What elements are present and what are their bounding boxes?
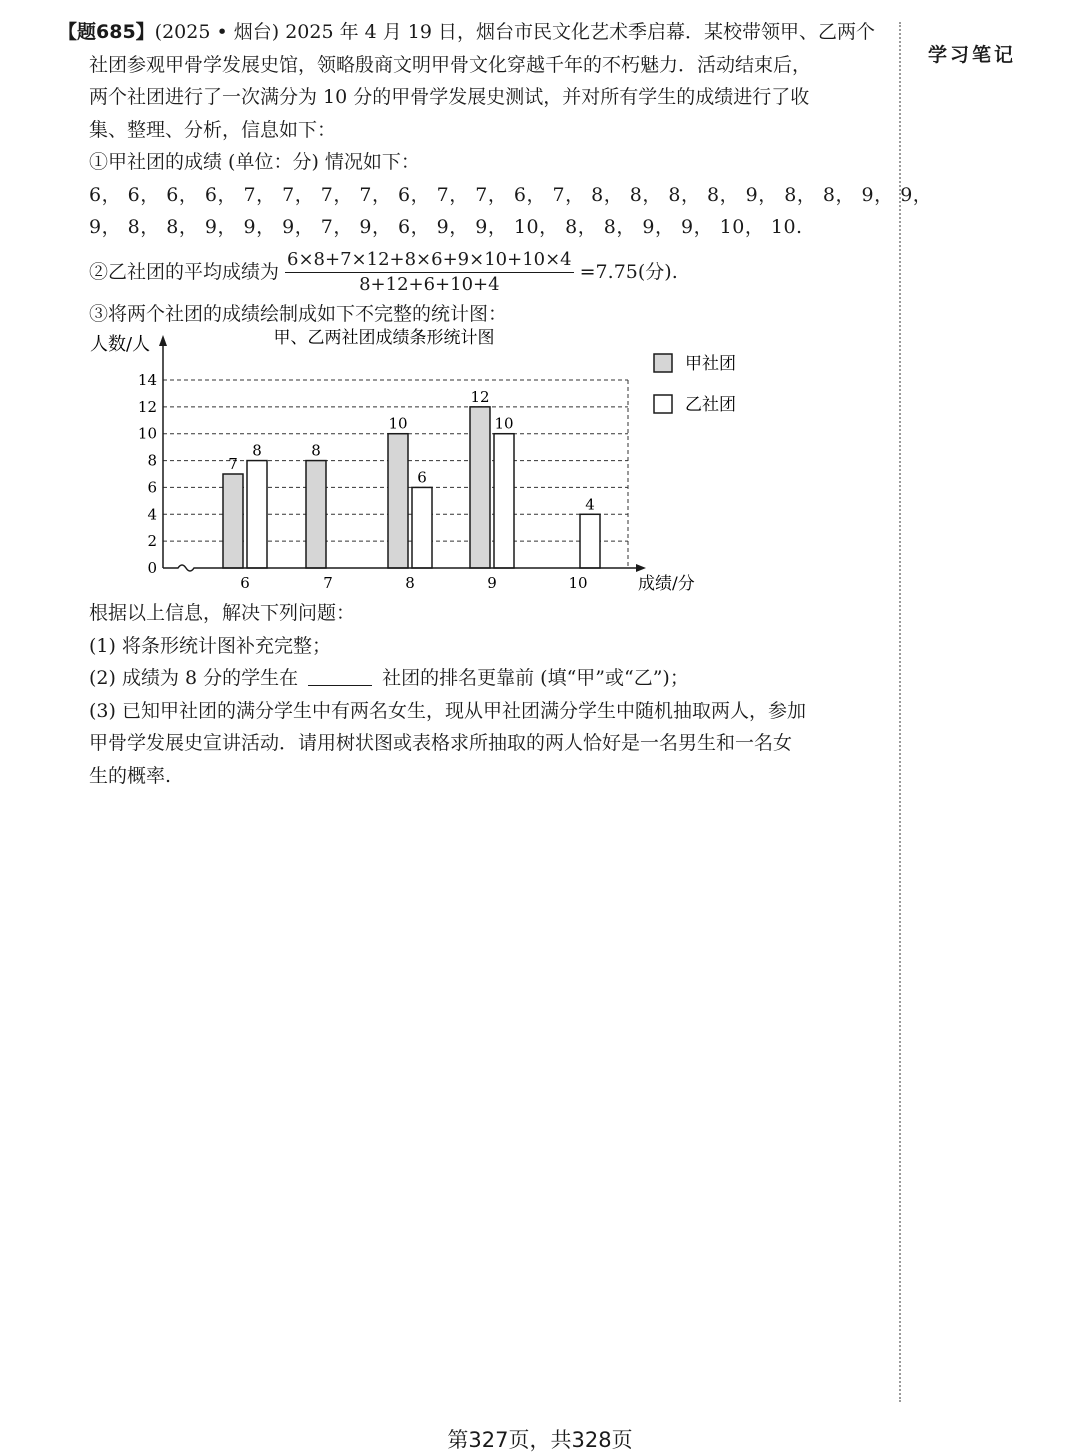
chart-tick-labels bbox=[138, 371, 588, 592]
y-axis-label: 人数/人 bbox=[90, 334, 151, 355]
legend-label: 乙社团 bbox=[685, 395, 736, 415]
intro-line-3: 两个社团进行了一次满分为 10 分的甲骨学发展史测试，并对所有学生的成绩进行了收 bbox=[89, 86, 810, 108]
data-label: 8 bbox=[311, 441, 321, 460]
data-label: 10 bbox=[494, 414, 514, 433]
questions-section bbox=[58, 597, 888, 792]
fraction-denominator: 8+12+6+10+4 bbox=[359, 274, 500, 295]
sub-question-3-line-2: 甲骨学发展史宣讲活动．请用树状图或表格求所抽取的两人恰好是一名男生和一名女 bbox=[89, 732, 793, 754]
intro-line-2: 社团参观甲骨学发展史馆，领略殷商文明甲骨文化穿越千年的不朽魅力．活动结束后， bbox=[89, 53, 812, 76]
y-tick-label: 4 bbox=[147, 505, 157, 524]
margin-divider bbox=[899, 22, 901, 1402]
y-tick-label: 10 bbox=[137, 424, 157, 443]
y-tick-label: 12 bbox=[137, 397, 157, 416]
bar-chart bbox=[0, 0, 933, 600]
answer-blank[interactable] bbox=[308, 665, 372, 686]
chart-legend bbox=[654, 354, 736, 415]
item-1-scores-line-2: 9， 8， 8， 9， 9， 9， 7， 9， 6， 9， 9， 10， 8， 8， 9， 9， 10， 10. bbox=[89, 216, 803, 238]
y-tick-label: 6 bbox=[147, 478, 157, 497]
bar-jia-9 bbox=[470, 407, 490, 568]
question-source: (2025 • 烟台) bbox=[154, 21, 280, 43]
sub-question-3-line-3: 生的概率. bbox=[89, 764, 172, 787]
data-label: 7 bbox=[228, 455, 238, 473]
x-tick-label: 8 bbox=[405, 574, 415, 592]
sub-question-2: (2) 成绩为 8 分的学生在 社团的排名更靠前 (填“甲”或“乙”)； bbox=[89, 667, 689, 689]
data-label: 8 bbox=[252, 441, 262, 460]
x-axis-arrow bbox=[636, 564, 646, 572]
y-axis-arrow bbox=[159, 335, 167, 346]
bar-yi-6 bbox=[247, 461, 267, 568]
y-tick-label: 2 bbox=[147, 532, 157, 551]
item-2-prefix: ②乙社团的平均成绩为 bbox=[89, 261, 280, 284]
data-label: 10 bbox=[388, 414, 408, 433]
page-footer: 第327页，共328页 bbox=[447, 1428, 633, 1452]
data-label: 12 bbox=[470, 387, 490, 406]
y-tick-label: 0 bbox=[147, 559, 157, 577]
y-tick-label: 14 bbox=[137, 371, 157, 389]
item-2-result: =7.75(分). bbox=[579, 261, 678, 284]
chart-title: 甲、乙两社团成绩条形统计图 bbox=[273, 328, 495, 348]
x-tick-label: 6 bbox=[240, 574, 250, 592]
notes-label: 学习笔记 bbox=[928, 44, 1017, 66]
data-label: 6 bbox=[417, 468, 427, 487]
y-tick-label: 8 bbox=[147, 451, 157, 470]
sub-question-1: (1) 将条形统计图补充完整； bbox=[89, 634, 331, 657]
x-tick-label: 9 bbox=[487, 574, 497, 592]
x-axis-label: 成绩/分 bbox=[638, 574, 695, 594]
item-1-scores-line-1: 6， 6， 6， 6， 7， 7， 7， 7， 6， 7， 7， 6， 7， 8， 8， 8， 8， 9， 8， 8， 9， 9， bbox=[89, 183, 933, 206]
bar-yi-8 bbox=[412, 487, 432, 568]
question-number: 【题685】 bbox=[58, 21, 155, 43]
bar-jia-7 bbox=[306, 461, 326, 568]
fraction-numerator: 6×8+7×12+8×6+9×10+10×4 bbox=[285, 249, 574, 273]
x-tick-label: 10 bbox=[568, 574, 588, 592]
bar-yi-9 bbox=[494, 434, 514, 568]
intro-line-1: 【题685】(2025 • 烟台) 2025 年 4 月 19 日，烟台市民文化艺术季启幕．某校带领甲、乙两个 bbox=[58, 21, 876, 43]
item-1-label: ①甲社团的成绩 (单位：分) 情况如下： bbox=[89, 151, 420, 173]
data-label: 4 bbox=[585, 495, 595, 514]
bar-yi-10 bbox=[580, 514, 600, 568]
legend-swatch bbox=[654, 354, 672, 372]
bar-jia-8 bbox=[388, 434, 408, 568]
instruction-text: 根据以上信息，解决下列问题： bbox=[89, 602, 356, 624]
sub-question-3-line-1: (3) 已知甲社团的满分学生中有两名女生，现从甲社团满分学生中随机抽取两人，参加 bbox=[89, 699, 806, 722]
intro-line-4: 集、整理、分析，信息如下： bbox=[89, 118, 337, 141]
legend-swatch bbox=[654, 395, 672, 413]
x-tick-label: 7 bbox=[323, 574, 333, 592]
legend-label: 甲社团 bbox=[685, 354, 736, 374]
bar-jia-6 bbox=[223, 474, 243, 568]
item-3-text: ③将两个社团的成绩绘制成如下不完整的统计图： bbox=[89, 302, 508, 325]
